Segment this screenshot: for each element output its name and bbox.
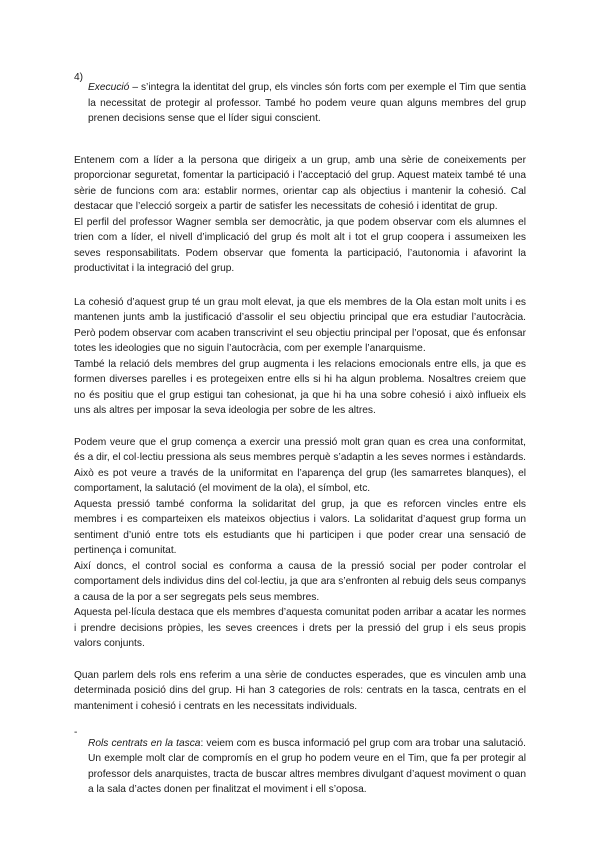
paragraph-wagner-profile: El perfil del professor Wagner sembla ser democràtic, ja que podem observar com els alumnes el trien com a líder, el nivell d’implicació del grup és molt alt i tot el grup coopera i assumeixen les seves responsabilitats. Podem observar que fomenta la participació, l’autonomia i afavorint la productivitat i la integració del grup. — [74, 216, 526, 275]
bullet-marker: - — [74, 727, 78, 739]
paragraph-solidarity: Aquesta pressió també conforma la solidaritat del grup, ja que es reforcen vincles entre els membres i es comparteixen els mateixos objectius i valors. La solidaritat d’aquest grup forma un sentiment d’unió entre tots els estudiants que hi participen i que poder crear una sensació de pertinença i comunitat. — [74, 498, 526, 557]
paragraph-pressure: Podem veure que el grup comença a exercir una pressió molt gran quan es crea una conformitat, és a dir, el col·lectiu pressiona als seus membres perquè s’adaptin a les seves normes i estàndards. Això es pot veure a través de la uniformitat en l’aparença del grup (les samarretes blanques), el comportament, la salutació (el moviment de la ola), el símbol, etc. — [74, 436, 526, 495]
paragraph-social-control: Així doncs, el control social es conforma a causa de la pressió social per poder controlar el comportament dels individus dins del col·lectiu, ja que ara s’enfronten al rebuig dels seus companys a causa de la por a ser segregats pels seus membres. — [74, 560, 526, 603]
paragraph-roles: Quan parlem dels rols ens referim a una sèrie de conductes esperades, que es vinculen amb una determinada posició dins del grup. Hi han 3 categories de rols: centrats en la tasca, centrats en el manteniment i cohesió i centrats en les necessitats individuals. — [74, 669, 526, 712]
list-item-description: – s’integra la identitat del grup, els vincles són forts com per exemple el Tim que sentia la necessitat de protegir al professor. També ho podem veure quan alguns membres del grup prenen decisions sense que el líder sigui conscient. — [88, 82, 526, 125]
paragraph-gap — [74, 419, 526, 435]
list-item-execucio — [74, 70, 526, 137]
list-item-term: Execució — [88, 82, 130, 94]
paragraph-leader-definition: Entenem com a líder a la persona que dirigeix a un grup, amb una sèrie de coneixements per proporcionar seguretat, fomentar la participació i l’acceptació del grup. Aquest mateix també té una sèrie de funcions com ara: establir normes, orientar cap als objectius i mantenir la cohesió. Cal destacar que l’elecció sorgeix a partir de satisfer les necessitats de cohesió i identitat de grup. — [74, 154, 526, 213]
bullet-item-term: Rols centrats en la tasca — [88, 737, 201, 749]
paragraph-cohesion: La cohesió d’aquest grup té un grau molt elevat, ja que els membres de la Ola estan molt units i es mantenen junts amb la justificació d’assolir el seu objectiu principal que era estudiar l’autocràcia. Però podem observar com acaben transcrivint el seu objectiu principal per l’oposat, que és enfonsar totes les ideologies que no siguin l’autocràcia, com per exemple l’anarquisme. — [74, 296, 526, 355]
paragraph-gap — [74, 137, 526, 153]
paragraph-relations: També la relació dels membres del grup augmenta i les relacions emocionals entre ells, ja que es formen diverses parelles i es protegeixen entre ells si hi ha algun problema. Nosaltres creiem que no és positiu que el grup estigui tan cohesionat, ja que hi ha una sobre cohesió i això influeix els uns als altres per imposar la seva ideologia per sobre de les altres. — [74, 358, 526, 417]
bullet-item-description: : veiem com es busca informació pel grup com ara trobar una salutació. Un exemple molt clar de compromís en el grup ho podem veure en el Tim, que fa per protegir al professor dels anarquistes, tracta de buscar altres membres divulgant d’aquest moviment o quan a la sala d’actes donen per finalitzat el moviment i ell s’oposa. — [88, 737, 526, 796]
document-body — [74, 70, 526, 808]
bullet-item-task-roles — [74, 725, 526, 807]
bullet-item-text — [88, 736, 526, 798]
list-item-text — [88, 80, 526, 127]
paragraph-film-highlights: Aquesta pel·lícula destaca que els membres d’aquesta comunitat poden arribar a acatar les normes i prendre decisions pròpies, les seves creences i drets per la pressió del grup i els seus propis valors conjunts. — [74, 607, 526, 650]
paragraph-gap — [74, 652, 526, 668]
paragraph-gap — [74, 277, 526, 295]
list-number: 4) — [74, 72, 84, 83]
paragraph-gap — [74, 714, 526, 725]
